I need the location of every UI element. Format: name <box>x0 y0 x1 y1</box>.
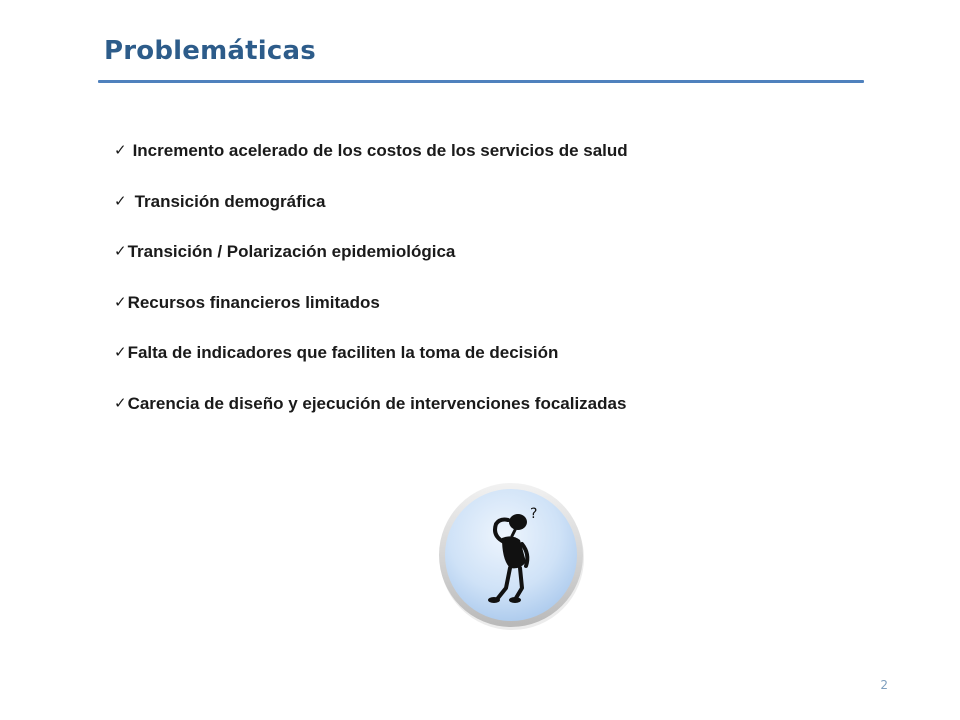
slide-title: Problemáticas <box>104 36 316 66</box>
checkmark-icon: ✓ <box>114 344 127 361</box>
checkmark-icon: ✓ <box>114 192 127 210</box>
bullet-item-indicators <box>114 342 874 393</box>
checkmark-icon: ✓ <box>114 394 127 412</box>
bullet-text: Recursos financieros limitados <box>127 292 380 312</box>
bullet-list <box>114 140 874 443</box>
checkmark-icon: ✓ <box>114 293 127 311</box>
bullet-text: Incremento acelerado de los costos de los servicios de salud <box>132 141 628 160</box>
bullet-item-costs <box>114 140 874 191</box>
checkmark-icon: ✓ <box>114 243 127 260</box>
title-divider <box>98 80 864 83</box>
question-mark: ? <box>530 506 538 522</box>
bullet-text: Falta de indicadores que faciliten la toma de decisión <box>127 343 559 362</box>
bullet-text: Transición demográfica <box>134 191 326 211</box>
bullet-item-epidemiologic <box>114 241 874 292</box>
checkmark-icon: ✓ <box>114 142 127 159</box>
bullet-item-interventions <box>114 393 874 444</box>
confused-person-badge <box>436 480 586 630</box>
bullet-text: Carencia de diseño y ejecución de intervenciones focalizadas <box>127 393 627 413</box>
bullet-text: Transición / Polarización epidemiológica <box>127 242 456 261</box>
bullet-item-demographic <box>114 191 874 242</box>
page-number: 2 <box>880 678 888 692</box>
bullet-item-financial <box>114 292 874 343</box>
